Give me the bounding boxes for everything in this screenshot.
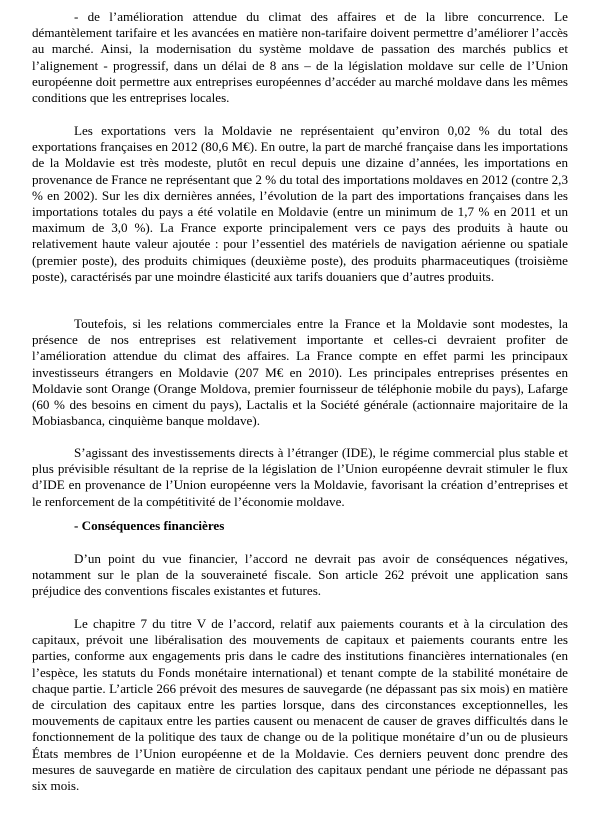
paragraph-exports: Les exportations vers la Moldavie ne représentaient qu’environ 0,02 % du total des exportations françaises en 2012 (80,6 M€). En outre, la part de marché française dans les importations de la Moldavie est très modeste, plutôt en recul depuis une dizaine d’années, les importations en provenance de France ne représentant que 2 % du total des importations moldaves en 2012 (contre 2,3 % en 2002). Sur les dix dernières années, l’évolution de la part des importations françaises dans les importations totales du pays a été volatile en Moldavie (entre un minimum de 1,7 % en 2011 et un maximum de 3,0 %). La France exporte principalement vers ce pays des produits à haute ou relativement haute valeur ajoutée : pour l’essentiel des matériels de navigation aérienne ou spatiale (premier poste), des produits chimiques (deuxième poste), des produits pharmaceutiques (troisième poste), caractérisés par une moindre élasticité aux tarifs douaniers que d’autres produits. bbox=[32, 123, 568, 284]
paragraph-investments: Toutefois, si les relations commerciales entre la France et la Moldavie sont modestes, la présence de nos entreprises est relativement importante et celles-ci devraient profiter de l’amélioration attendue du climat des affaires. La France compte en effet parmi les principaux investisseurs étrangers en Moldavie (207 M€ en 2010). Les principales entreprises présentes en Moldavie sont Orange (Orange Moldova, premier fournisseur de téléphonie mobile du pays), Lafarge (60 % des besoins en ciment du pays), Lactalis et la Société générale (actionnaire majoritaire de la Mobiasbanca, cinquième banque moldave). bbox=[32, 316, 568, 429]
section-heading-financial: - Conséquences financières bbox=[74, 518, 225, 533]
paragraph-ide: S’agissant des investissements directs à l’étranger (IDE), le régime commercial plus stable et plus prévisible résultant de la reprise de la législation de l’Union européenne devrait stimuler le flux d’IDE en provenance de l’Union européenne vers la Moldavie, favorisant la création d’entreprises et le renforcement de la compétitivité de l’économie moldave. bbox=[32, 445, 568, 509]
paragraph-market-access: - de l’amélioration attendue du climat des affaires et de la libre concurrence. Le démantèlement tarifaire et les avancées en matière non-tarifaire doivent permettre d’améliorer l’accès au marché. Ainsi, la modernisation du système moldave de passation des marchés publics et l’alignement - progressif, dans un délai de 8 ans – de la législation moldave sur celle de l’Union européenne doit permettre aux entreprises européennes d’accéder au marché moldave dans les mêmes conditions que les entreprises locales. bbox=[32, 9, 568, 106]
paragraph-capital: Le chapitre 7 du titre V de l’accord, relatif aux paiements courants et à la circulation des capitaux, prévoit une libéralisation des mouvements de capitaux et paiements courants entre les parties, conforme aux engagements pris dans le cadre des institutions financières internationales (en l’espèce, les statuts du Fonds monétaire international) et tenant compte de la stabilité monétaire de chaque partie. L’article 266 prévoit des mesures de sauvegarde (ne dépassant pas six mois) en matière de circulation des capitaux entre les parties lorsque, dans des circonstances exceptionnelles, les mouvements de capitaux entre les parties causent ou menacent de causer de graves difficultés dans le fonctionnement de la politique des taux de change ou de la politique monétaire d’un ou de plusieurs États membres de l’Union européenne et de la Moldavie. Ces derniers peuvent donc prendre des mesures de sauvegarde en matière de circulation des capitaux pendant une période ne dépassant pas six mois. bbox=[32, 616, 568, 794]
paragraph-financial: D’un point du vue financier, l’accord ne devrait pas avoir de conséquences négatives, notamment sur le plan de la souveraineté fiscale. Son article 262 prévoit une application sans préjudice des conventions fiscales existantes et futures. bbox=[32, 551, 568, 599]
